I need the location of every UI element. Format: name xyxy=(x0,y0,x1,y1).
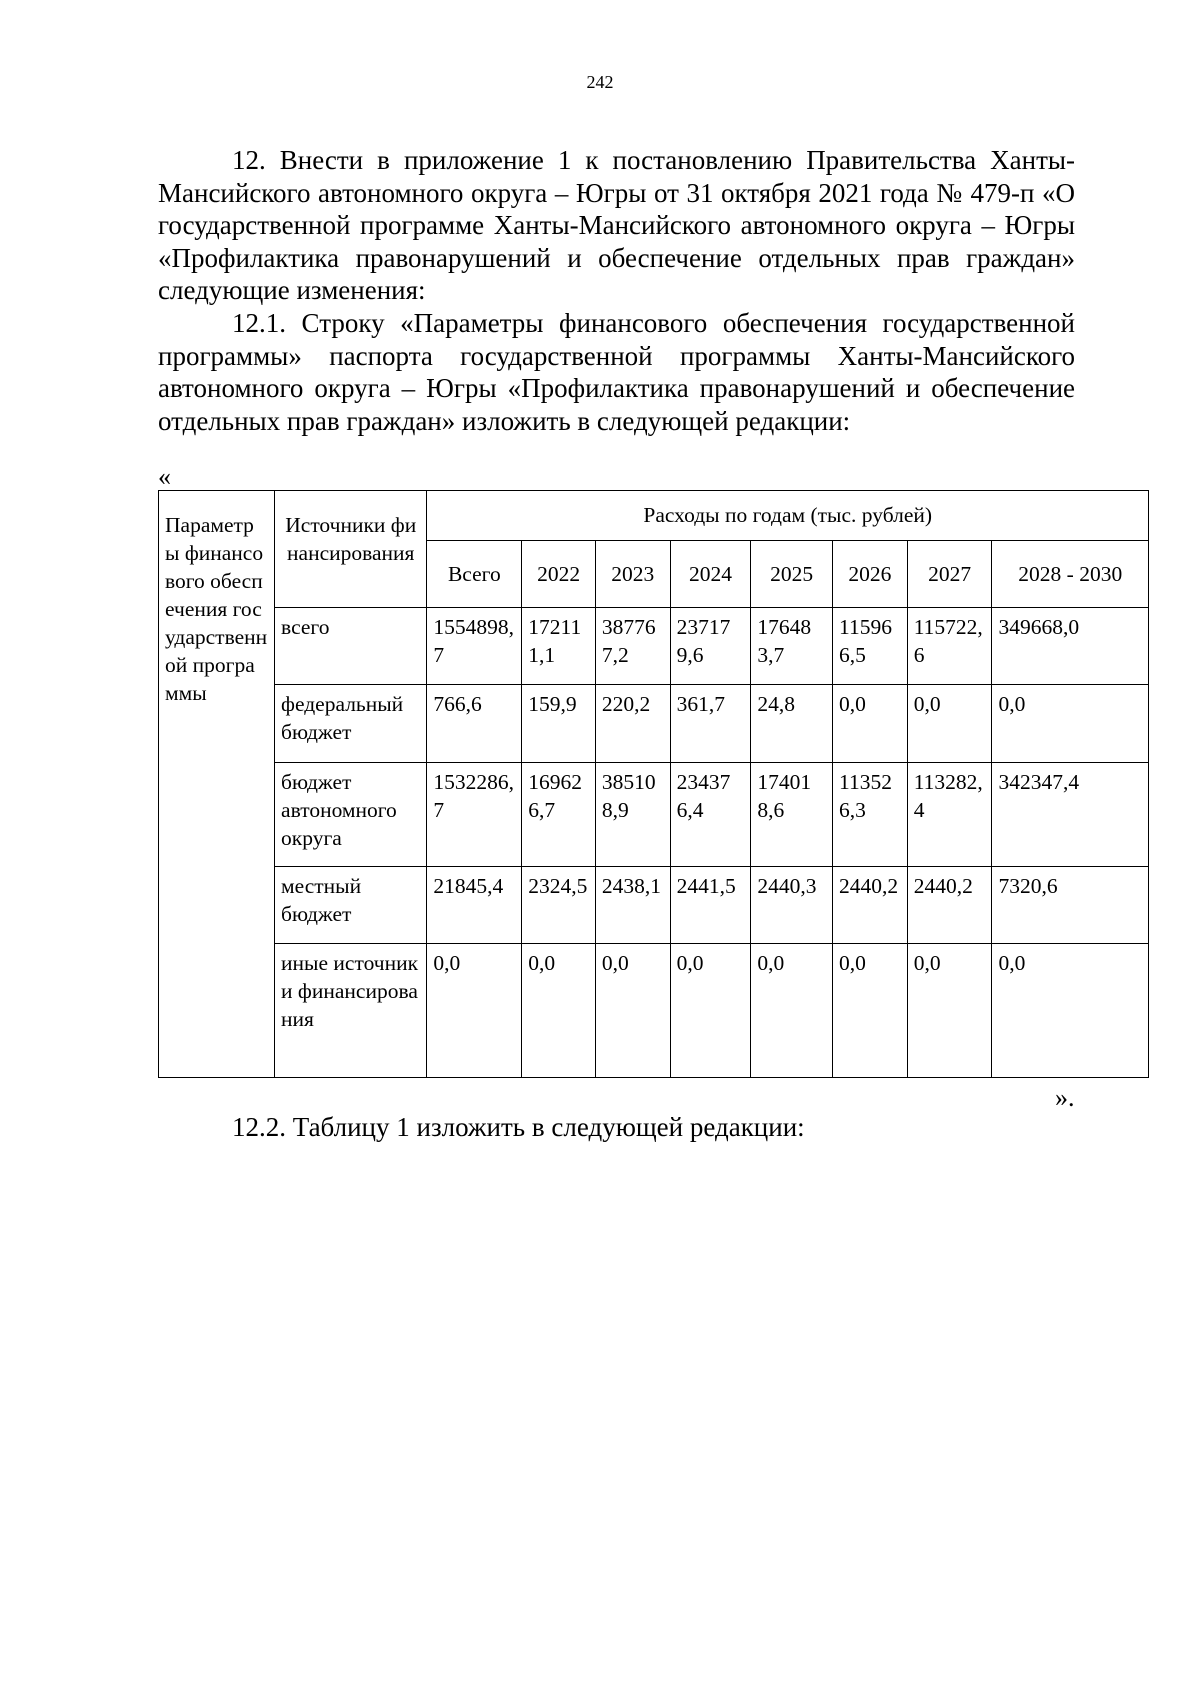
value-cell: 385108,9 xyxy=(595,763,670,867)
page-number: 242 xyxy=(586,72,614,92)
value-cell: 21845,4 xyxy=(427,867,522,944)
source-cell: всего xyxy=(275,608,427,685)
table-row xyxy=(159,685,1149,763)
year-header: 2023 xyxy=(595,541,670,608)
value-cell: 176483,7 xyxy=(751,608,833,685)
paragraph-12-2-text: 12.2. Таблицу 1 изложить в следующей редакции: xyxy=(232,1112,805,1142)
value-cell: 0,0 xyxy=(907,685,992,763)
value-cell: 0,0 xyxy=(522,944,596,1078)
opening-quote-mark: « xyxy=(158,462,171,491)
year-header: 2028 - 2030 xyxy=(992,541,1149,608)
value-cell: 2438,1 xyxy=(595,867,670,944)
expenses-header-cell xyxy=(427,491,1149,541)
source-cell: бюджет автономного округа xyxy=(275,763,427,867)
table-row xyxy=(159,763,1149,867)
paragraph-12-1-text: 12.1. Строку «Параметры финансового обеспечения государственной программы» паспорта государственной программы Ханты-Мансийского автономного округа – Югры «Профилактика правонарушений и обеспечение отдельных прав граждан» изложить в следующей редакции: xyxy=(158,308,1075,436)
value-cell: 115966,5 xyxy=(833,608,908,685)
source-cell: местный бюджет xyxy=(275,867,427,944)
table-row xyxy=(159,867,1149,944)
value-cell: 113282,4 xyxy=(907,763,992,867)
value-cell: 2440,2 xyxy=(907,867,992,944)
value-cell: 2440,2 xyxy=(833,867,908,944)
source-cell: федеральный бюджет xyxy=(275,685,427,763)
value-cell: 766,6 xyxy=(427,685,522,763)
value-cell: 159,9 xyxy=(522,685,596,763)
value-cell: 24,8 xyxy=(751,685,833,763)
source-cell: иные источники финансирования xyxy=(275,944,427,1078)
year-header: 2027 xyxy=(907,541,992,608)
year-header: 2022 xyxy=(522,541,596,608)
table-header-row xyxy=(159,491,1149,541)
value-cell: 115722,6 xyxy=(907,608,992,685)
value-cell: 0,0 xyxy=(427,944,522,1078)
year-header: 2024 xyxy=(670,541,751,608)
value-cell: 234376,4 xyxy=(670,763,751,867)
table-row xyxy=(159,608,1149,685)
year-header: 2025 xyxy=(751,541,833,608)
value-cell: 2440,3 xyxy=(751,867,833,944)
value-cell: 1554898,7 xyxy=(427,608,522,685)
value-cell: 0,0 xyxy=(670,944,751,1078)
value-cell: 0,0 xyxy=(992,944,1149,1078)
value-cell: 342347,4 xyxy=(992,763,1149,867)
value-cell: 349668,0 xyxy=(992,608,1149,685)
paragraph-12 xyxy=(158,144,1075,307)
value-cell: 220,2 xyxy=(595,685,670,763)
param-label: Параметры финансового обеспечения государственной программы xyxy=(165,513,268,705)
value-cell: 0,0 xyxy=(751,944,833,1078)
financing-table xyxy=(158,490,1149,1078)
value-cell: 2441,5 xyxy=(670,867,751,944)
value-cell: 174018,6 xyxy=(751,763,833,867)
value-cell: 0,0 xyxy=(595,944,670,1078)
sources-header: Источники финансирования xyxy=(285,513,417,565)
value-cell: 0,0 xyxy=(833,944,908,1078)
paragraph-12-text: 12. Внести в приложение 1 к постановлению Правительства Ханты-Мансийского автономного округа – Югры от 31 октября 2021 года № 479-п «О государственной программе Ханты-Мансийского автономного округа – Югры «Профилактика правонарушений и обеспечение отдельных прав граждан» следующие изменения: xyxy=(158,145,1075,306)
value-cell: 1532286,7 xyxy=(427,763,522,867)
value-cell: 387767,2 xyxy=(595,608,670,685)
year-header: Всего xyxy=(427,541,522,608)
expenses-header: Расходы по годам (тыс. рублей) xyxy=(643,503,933,527)
value-cell: 113526,3 xyxy=(833,763,908,867)
value-cell: 2324,5 xyxy=(522,867,596,944)
sources-header-cell xyxy=(275,491,427,608)
table-row xyxy=(159,944,1149,1078)
paragraph-12-1 xyxy=(158,307,1075,437)
value-cell: 237179,6 xyxy=(670,608,751,685)
year-header: 2026 xyxy=(833,541,908,608)
value-cell: 0,0 xyxy=(992,685,1149,763)
value-cell: 0,0 xyxy=(907,944,992,1078)
closing-quote-mark: ». xyxy=(1055,1083,1075,1112)
param-label-cell xyxy=(159,491,275,1078)
value-cell: 169626,7 xyxy=(522,763,596,867)
value-cell: 172111,1 xyxy=(522,608,596,685)
value-cell: 7320,6 xyxy=(992,867,1149,944)
value-cell: 361,7 xyxy=(670,685,751,763)
paragraph-12-2 xyxy=(158,1111,1075,1144)
value-cell: 0,0 xyxy=(833,685,908,763)
